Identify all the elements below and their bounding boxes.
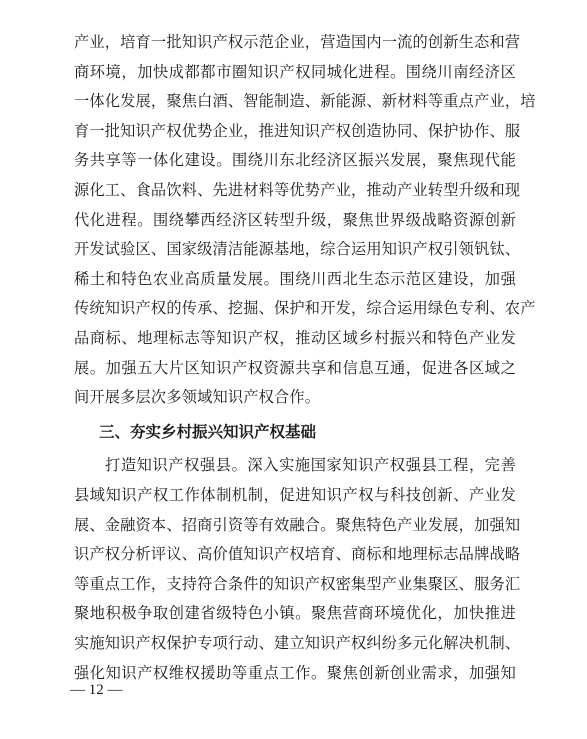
paragraph-1-line: 产业，培育一批知识产权示范企业，营造国内一流的创新生态和营 bbox=[74, 33, 521, 51]
paragraph-2-line: 展、金融资本、招商引资等有效融合。聚焦特色产业发展，加强知 bbox=[74, 515, 521, 534]
paragraph-1-line: 源化工、食品饮料、先进材料等优势产业，推动产业转型升级和现 bbox=[74, 181, 521, 199]
paragraph-1-line: 育一批知识产权优势企业，推进知识产权创造协同、保护协作、服 bbox=[74, 121, 521, 140]
paragraph-2-line: 强化知识产权维权援助等重点工作。聚焦创新创业需求，加强知 bbox=[74, 663, 516, 682]
paragraph-2-line: 聚地积极争取创建省级特色小镇。聚焦营商环境优化，加快推进 bbox=[74, 604, 516, 623]
paragraph-1-line: 开发试验区、国家级清洁能源基地，综合运用知识产权引领钒钛、 bbox=[74, 240, 521, 259]
paragraph-1-line: 务共享等一体化建设。围绕川东北经济区振兴发展，聚焦现代能 bbox=[74, 151, 516, 170]
paragraph-2-line: 县域知识产权工作体制机制，促进知识产权与科技创新、产业发 bbox=[74, 486, 516, 504]
paragraph-1-line: 稀土和特色农业高质量发展。围绕川西北生态示范区建设，加强 bbox=[74, 269, 516, 288]
paragraph-2-line: 等重点工作，支持符合条件的知识产权密集型产业集聚区、服务汇 bbox=[74, 574, 521, 593]
page-number: — 12 — bbox=[70, 682, 123, 698]
paragraph-2-line: 实施知识产权保护专项行动、建立知识产权纠纷多元化解决机制、 bbox=[74, 634, 521, 652]
paragraph-1-line: 一体化发展，聚焦白酒、智能制造、新能源、新材料等重点产业，培 bbox=[74, 92, 536, 111]
paragraph-1-line: 代化进程。围绕攀西经济区转型升级，聚焦世界级战略资源创新 bbox=[74, 210, 516, 229]
paragraph-1-line: 间开展多层次多领域知识产权合作。 bbox=[74, 388, 321, 407]
paragraph-1-line: 传统知识产权的传承、挖掘、保护和开发，综合运用绿色专利、农产 bbox=[74, 299, 536, 318]
paragraph-1-line: 品商标、地理标志等知识产权，推动区域乡村振兴和特色产业发 bbox=[74, 329, 516, 347]
paragraph-2-first-line: 打造知识产权强县。深入实施国家知识产权强县工程，完善 bbox=[105, 456, 516, 474]
paragraph-1-line: 商环境，加快成都都市圈知识产权同城化进程。围绕川南经济区 bbox=[74, 62, 516, 81]
paragraph-2-line: 识产权分析评议、高价值知识产权培育、商标和地理标志品牌战略 bbox=[74, 545, 521, 564]
section-heading: 三、夯实乡村振兴知识产权基础 bbox=[99, 423, 317, 441]
paragraph-1-line: 展。加强五大片区知识产权资源共享和信息互通，促进各区域之 bbox=[74, 358, 516, 377]
